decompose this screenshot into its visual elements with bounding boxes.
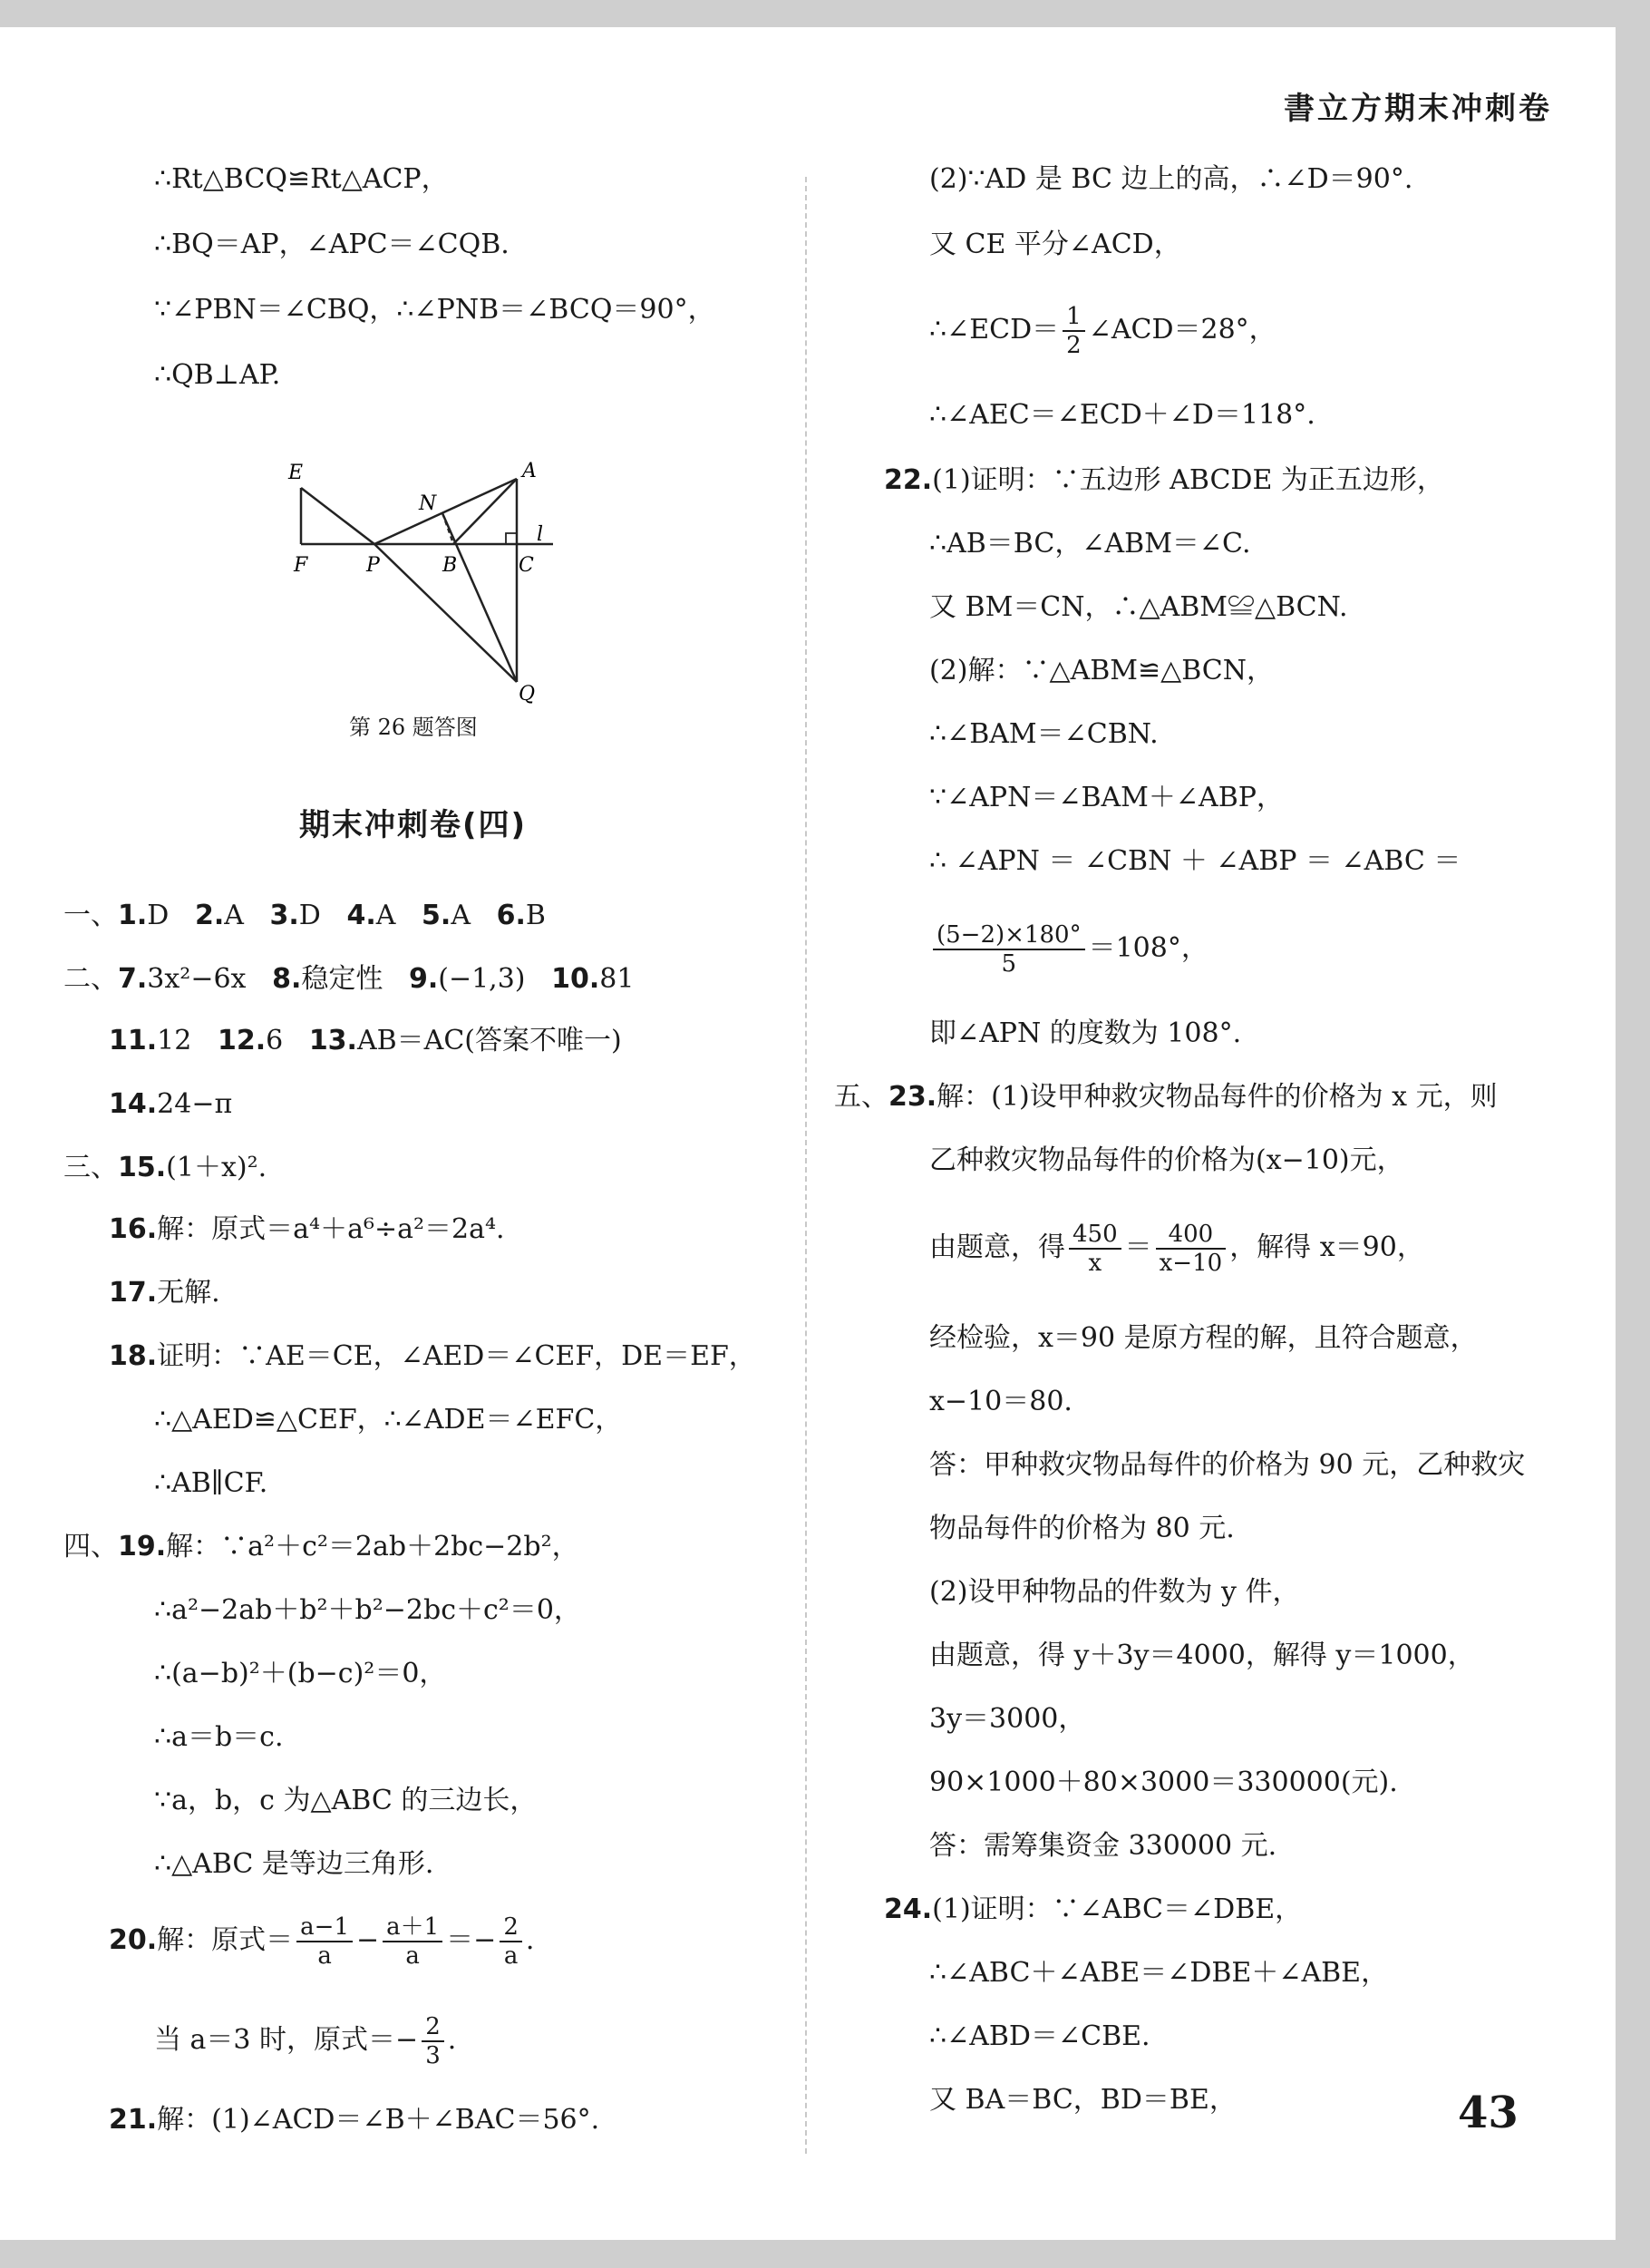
line: x−10＝80. <box>929 1386 1072 1417</box>
answer-18: 18.证明：∵AE＝CE，∠AED＝∠CEF，DE＝EF， <box>109 1340 756 1372</box>
answer-24: 24.(1)证明：∵∠ABC＝∠DBE， <box>884 1893 1303 1925</box>
figure-caption: 第 26 题答图 <box>349 715 478 740</box>
line: ∴ ∠APN ＝ ∠CBN ＋ ∠ABP ＝ ∠ABC ＝ <box>929 845 1461 877</box>
line: 90×1000＋80×3000＝330000(元). <box>929 1767 1398 1798</box>
line: ∴AB∥CF. <box>154 1467 268 1499</box>
answer-20-cont: 当 a＝3 时，原式＝− $\frac{2}{3}$ . <box>154 2013 457 2069</box>
line: 乙种救灾物品每件的价格为(x−10)元， <box>929 1144 1404 1176</box>
label-B: B <box>442 554 458 577</box>
line: ∴a²−2ab＋b²＋b²−2bc＋c²＝0， <box>154 1594 581 1626</box>
line-EP <box>301 488 374 544</box>
line: ∴a＝b＝c. <box>154 1721 284 1753</box>
answer-21: 21.解：(1)∠ACD＝∠B＋∠BAC＝56°. <box>109 2104 600 2136</box>
line-BA <box>453 479 517 544</box>
line: ∴∠AEC＝∠ECD＋∠D＝118°. <box>929 399 1315 431</box>
line: ∴△ABC 是等边三角形. <box>154 1848 434 1880</box>
section-title: 期末冲刺卷(四) <box>299 807 528 843</box>
answer-20: 20.解：原式＝ $\frac{a-1}{a}$ − $\frac{a+1}{a}$ ＝− $\frac{2}{a}$ . <box>109 1913 535 1970</box>
answers-row-3: 11.12 12.6 13.AB＝AC(答案不唯一) <box>109 1025 622 1056</box>
line: 经检验，x＝90 是原方程的解，且符合题意， <box>929 1322 1478 1354</box>
answer-22: 22.(1)证明：∵五边形 ABCDE 为正五边形， <box>884 464 1444 496</box>
line: ∵∠APN＝∠BAM＋∠ABP， <box>929 782 1284 813</box>
fraction: $\frac{1}{2}$ <box>1063 303 1085 359</box>
page-number: 43 <box>1458 2088 1519 2138</box>
answers-row-1: 一、1.D 2.A 3.D 4.A 5.A 6.B <box>63 900 546 931</box>
line: ∴BQ＝AP，∠APC＝∠CQB. <box>154 229 510 260</box>
answer-15: 三、15.(1＋x)². <box>63 1152 267 1183</box>
label-P: P <box>366 554 380 577</box>
line: ∴∠BAM＝∠CBN. <box>929 718 1159 750</box>
line: 物品每件的价格为 80 元. <box>929 1513 1235 1544</box>
line: 由题意，得 y＋3y＝4000，解得 y＝1000， <box>929 1640 1475 1671</box>
line: 又 BA＝BC，BD＝BE， <box>929 2084 1237 2116</box>
line: ∴∠ABD＝∠CBE. <box>929 2020 1150 2052</box>
line: ∴△AED≌△CEF，∴∠ADE＝∠EFC， <box>154 1404 623 1436</box>
line: (2)设甲种物品的件数为 y 件， <box>929 1576 1300 1608</box>
fraction: $\frac{2}{a}$ <box>500 1913 522 1970</box>
line: 3y＝3000， <box>929 1703 1086 1735</box>
answers-row-2: 二、7.3x²−6x 8.稳定性 9.(−1,3) 10.81 <box>63 963 635 995</box>
column-divider <box>805 177 807 2154</box>
line: ∴(a−b)²＋(b−c)²＝0， <box>154 1658 447 1689</box>
label-A: A <box>522 460 537 482</box>
line: 又 CE 平分∠ACD， <box>929 229 1181 260</box>
line: 即∠APN 的度数为 108°. <box>929 1017 1242 1049</box>
right-angle-mark <box>506 533 517 544</box>
label-Q: Q <box>519 683 536 706</box>
line: ∴Rt△BCQ≌Rt△ACP， <box>154 163 449 195</box>
label-E: E <box>288 462 304 484</box>
fraction: $\frac{450}{x}$ <box>1069 1221 1121 1277</box>
answer-23: 五、23.解：(1)设甲种救灾物品每件的价格为 x 元，则 <box>834 1081 1498 1113</box>
line-PA <box>374 479 517 544</box>
line: ∵∠PBN＝∠CBQ，∴∠PNB＝∠BCQ＝90°， <box>154 294 715 326</box>
line: ∵a，b，c 为△ABC 的三边长， <box>154 1785 538 1816</box>
answer-19: 四、19.解：∵a²＋c²＝2ab＋2bc−2b²， <box>63 1531 579 1562</box>
line-fraction: ∴∠ECD＝ $\frac{1}{2}$ ∠ACD＝28°， <box>929 303 1276 359</box>
line: ∴AB＝BC，∠ABM＝∠C. <box>929 528 1251 560</box>
line: (2)∵AD 是 BC 边上的高，∴∠D＝90°. <box>929 163 1413 195</box>
answer-14: 14.24−π <box>109 1088 233 1120</box>
line: ∴QB⊥AP. <box>154 359 281 391</box>
fraction: $\frac{a-1}{a}$ <box>296 1913 353 1970</box>
line: 答：需筹集资金 330000 元. <box>929 1830 1277 1862</box>
fraction: $\frac{a+1}{a}$ <box>383 1913 442 1970</box>
label-C: C <box>519 554 534 577</box>
label-F: F <box>294 554 308 577</box>
answer-16: 16.解：原式＝a⁴＋a⁶÷a²＝2a⁴. <box>109 1213 505 1245</box>
fraction: $\frac{(5-2)\times 180^\circ}{5}$ <box>933 921 1085 978</box>
fraction: $\frac{400}{x-10}$ <box>1156 1221 1227 1277</box>
answer-17: 17.无解. <box>109 1277 220 1309</box>
fraction: $\frac{2}{3}$ <box>422 2013 444 2069</box>
line: 答：甲种救灾物品每件的价格为 90 元，乙种救灾 <box>929 1449 1526 1481</box>
line: (2)解：∵△ABM≌△BCN， <box>929 655 1275 686</box>
line-fraction: $\frac{(5-2)\times 180^\circ}{5}$ ＝108°， <box>929 921 1208 978</box>
label-N: N <box>419 492 437 515</box>
label-l: l <box>537 523 544 546</box>
line: ∴∠ABC＋∠ABE＝∠DBE＋∠ABE， <box>929 1957 1389 1989</box>
line-fraction: 由题意，得 $\frac{450}{x}$ ＝ $\frac{400}{x-10}$ ，解得 x＝90， <box>929 1221 1424 1277</box>
line: 又 BM＝CN，∴△ABM≌△BCN. <box>929 591 1348 623</box>
header-title: 書立方期末冲刺卷 <box>1284 91 1552 127</box>
geometry-figure <box>281 453 580 707</box>
page <box>0 27 1616 2240</box>
